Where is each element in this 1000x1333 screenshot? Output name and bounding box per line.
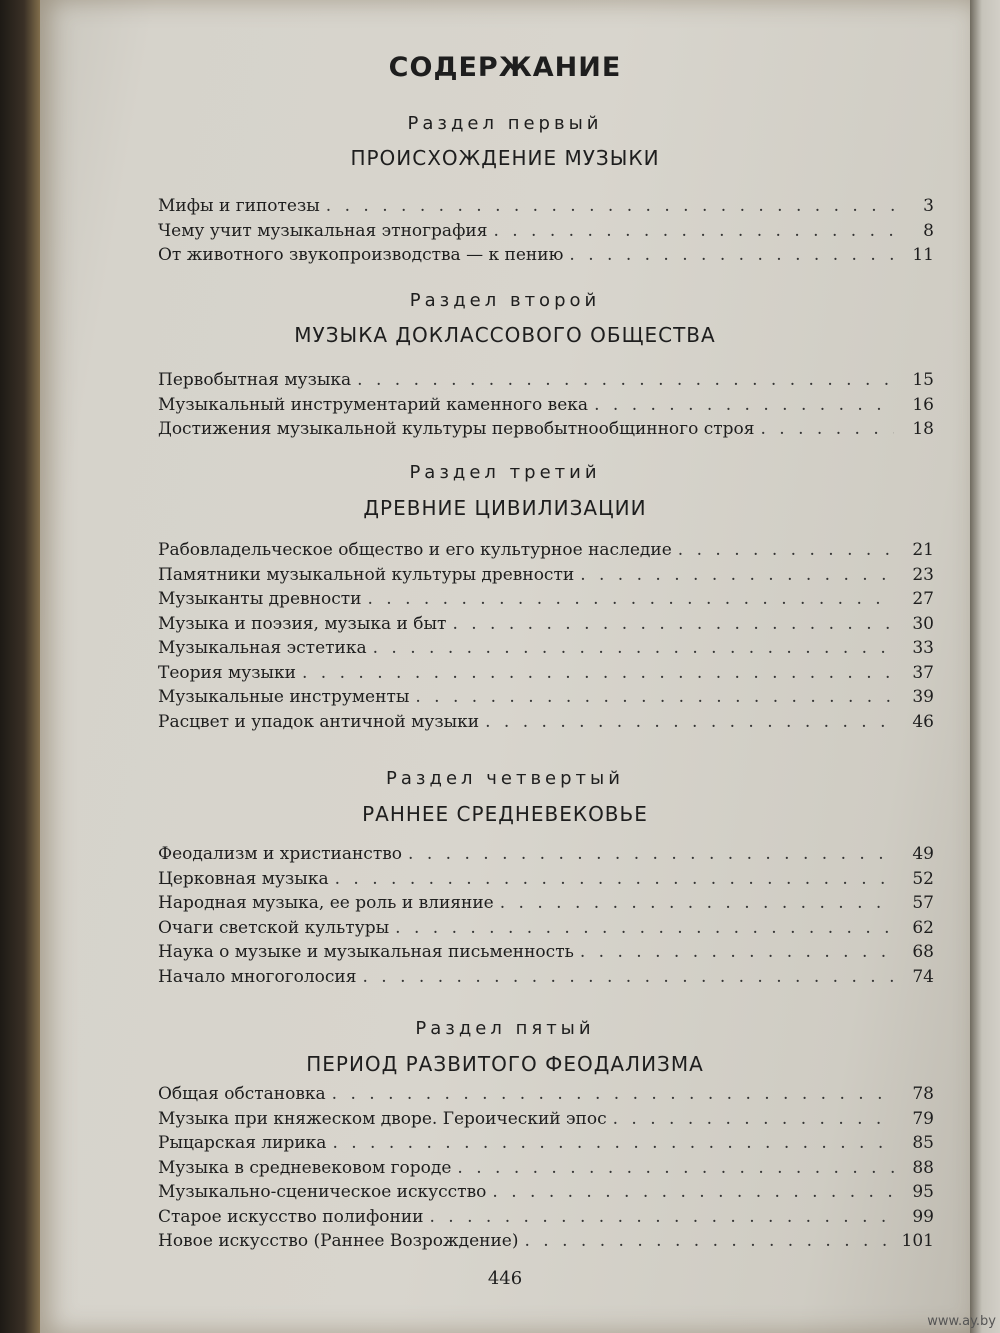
toc-entry: Музыкальная эстетика . . . 33 <box>158 636 934 661</box>
section-label-5: Раздел пятый <box>415 1018 595 1039</box>
section-entries-2 <box>158 368 934 442</box>
toc-entry: Расцвет и упадок античной музыки . . . 46 <box>158 710 934 735</box>
toc-entry: От животного звукопроизводства — к пению . . . 11 <box>158 243 934 268</box>
toc-entry: Начало многоголосия . . . 74 <box>158 965 934 990</box>
section-label-3: Раздел третий <box>409 462 601 483</box>
section-entries-1 <box>158 194 934 268</box>
toc-entry: Церковная музыка . . . 52 <box>158 867 934 892</box>
toc-entry: Музыка при княжеском дворе. Героический эпос . . . 79 <box>158 1107 934 1132</box>
toc-entry: Очаги светской культуры . . . 62 <box>158 916 934 941</box>
toc-entry: Феодализм и христианство . . . 49 <box>158 842 934 867</box>
section-label-1: Раздел первый <box>407 113 603 134</box>
section-title-3: ДРЕВНИЕ ЦИВИЛИЗАЦИИ <box>363 496 647 520</box>
watermark: www.ay.by <box>927 1314 996 1329</box>
toc-entry: Музыкально-сценическое искусство . . . 95 <box>158 1180 934 1205</box>
adjacent-page-edge <box>970 0 1000 1333</box>
book-page <box>40 0 970 1333</box>
toc-entry: Мифы и гипотезы . . . 3 <box>158 194 934 219</box>
toc-entry: Теория музыки . . . 37 <box>158 661 934 686</box>
toc-entry: Музыкальный инструментарий каменного века . . . 16 <box>158 393 934 418</box>
section-title-1: ПРОИСХОЖДЕНИЕ МУЗЫКИ <box>350 146 660 170</box>
section-title-2: МУЗЫКА ДОКЛАССОВОГО ОБЩЕСТВА <box>294 323 716 347</box>
toc-entry: Чему учит музыкальная этнография . . . 8 <box>158 219 934 244</box>
section-entries-4 <box>158 842 934 989</box>
toc-entry: Старое искусство полифонии . . . 99 <box>158 1205 934 1230</box>
toc-entry: Музыка и поэзия, музыка и быт . . . 30 <box>158 612 934 637</box>
page-number: 446 <box>487 1268 523 1289</box>
toc-entry: Рабовладельческое общество и его культурное наследие . . . 21 <box>158 538 934 563</box>
page-title: СОДЕРЖАНИЕ <box>388 52 622 83</box>
section-entries-3 <box>158 538 934 734</box>
toc-entry: Памятники музыкальной культуры древности . . . 23 <box>158 563 934 588</box>
toc-entry: Рыцарская лирика . . . 85 <box>158 1131 934 1156</box>
section-title-4: РАННЕЕ СРЕДНЕВЕКОВЬЕ <box>362 802 648 826</box>
toc-entry: Музыкальные инструменты . . . 39 <box>158 685 934 710</box>
toc-entry: Наука о музыке и музыкальная письменность . . . 68 <box>158 940 934 965</box>
toc-entry: Музыканты древности . . . 27 <box>158 587 934 612</box>
section-label-4: Раздел четвертый <box>386 768 624 789</box>
toc-entry: Музыка в средневековом городе . . . 88 <box>158 1156 934 1181</box>
toc-entry: Новое искусство (Раннее Возрождение) . . . 101 <box>158 1229 934 1254</box>
toc-entry: Народная музыка, ее роль и влияние . . . 57 <box>158 891 934 916</box>
section-title-5: ПЕРИОД РАЗВИТОГО ФЕОДАЛИЗМА <box>306 1052 704 1076</box>
toc-entry: Первобытная музыка . . . 15 <box>158 368 934 393</box>
toc-entry: Общая обстановка . . . 78 <box>158 1082 934 1107</box>
section-entries-5 <box>158 1082 934 1254</box>
section-label-2: Раздел второй <box>409 290 601 311</box>
toc-entry: Достижения музыкальной культуры первобытнообщинного строя . . . 18 <box>158 417 934 442</box>
